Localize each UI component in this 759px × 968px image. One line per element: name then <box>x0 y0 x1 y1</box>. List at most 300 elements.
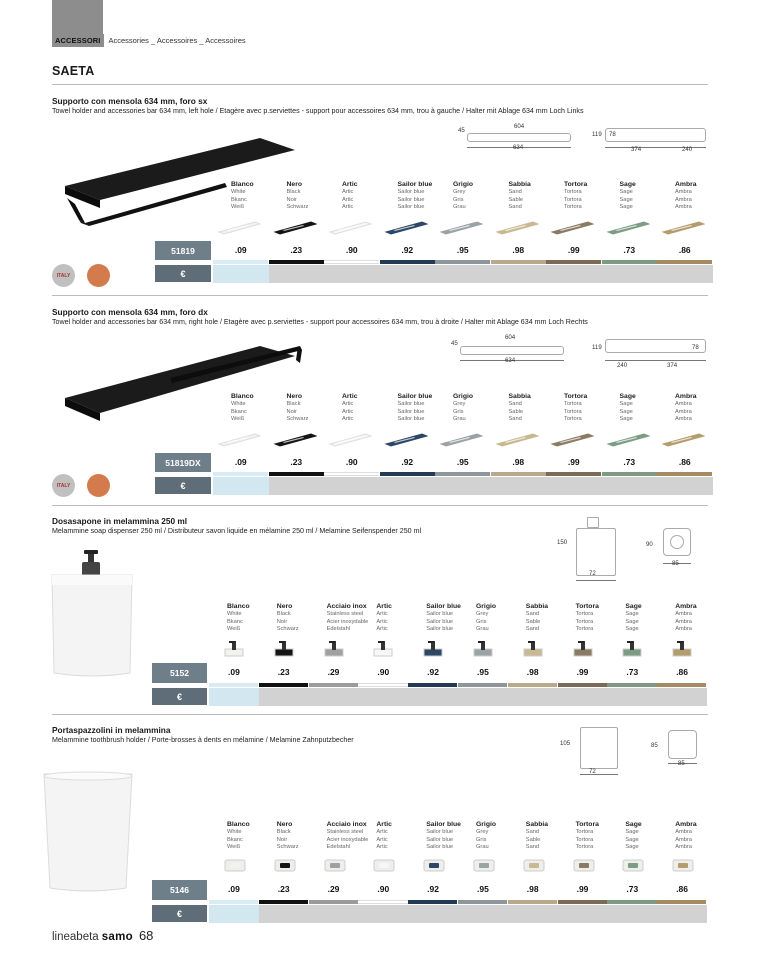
color-name: Ambra <box>675 821 697 828</box>
color-translation: Black <box>276 829 291 835</box>
price-value: .09 <box>227 667 240 677</box>
color-bar <box>213 472 268 476</box>
color-translation: Sand <box>525 611 540 617</box>
color-swatch-image <box>439 431 483 452</box>
color-bar <box>491 260 546 264</box>
color-translation: Stainless steel <box>326 829 364 835</box>
color-swatch-image <box>372 857 396 878</box>
color-bar <box>546 472 601 476</box>
color-translation: Sage <box>619 189 633 195</box>
color-translation: White <box>227 611 242 617</box>
color-translation: Tortora <box>575 626 594 633</box>
color-translation: Acier inoxydable <box>326 618 369 625</box>
color-translation: Artic <box>342 401 354 407</box>
color-name: Acciaio inox <box>326 821 367 828</box>
color-bar <box>324 472 379 476</box>
price-value: .23 <box>290 457 303 467</box>
colorway-label <box>277 603 329 634</box>
price-value: .09 <box>227 884 240 894</box>
color-translation: Sage <box>619 204 633 211</box>
price-row-cell <box>607 905 657 923</box>
color-translation: Ambra <box>675 836 692 843</box>
color-swatch-image <box>328 431 372 452</box>
color-translation: Grey <box>476 829 489 835</box>
color-swatch-image <box>223 640 245 663</box>
color-swatch-image <box>606 431 650 452</box>
product-title: Supporto con mensola 634 mm, foro sx <box>52 96 208 106</box>
color-swatch-image <box>572 857 596 878</box>
price-value: .73 <box>626 884 639 894</box>
color-translation: Sailor blue <box>397 416 425 423</box>
color-translation: Tortora <box>575 618 594 625</box>
color-name: Ambra <box>675 603 697 610</box>
color-translation: Ambra <box>675 618 692 625</box>
color-bar <box>213 260 268 264</box>
price-value: .23 <box>277 667 290 677</box>
color-name: Tortora <box>575 821 599 828</box>
price-row-cell <box>209 905 259 923</box>
colorway-label <box>675 393 727 424</box>
color-swatch-image <box>439 219 483 240</box>
color-translation: Artic <box>342 204 354 211</box>
colorway-label <box>625 603 677 634</box>
color-name: Sage <box>619 393 636 400</box>
soap-dispenser-image <box>48 545 136 680</box>
price-row-cell <box>657 265 713 283</box>
color-translation: Sailor blue <box>397 189 425 195</box>
color-translation: Artic <box>376 836 388 843</box>
color-translation: Sand <box>508 204 522 211</box>
color-bar <box>657 900 706 904</box>
colorway-label <box>227 821 279 852</box>
color-name: Artic <box>342 393 358 400</box>
product-code: 5146 <box>152 880 207 900</box>
color-bar <box>380 260 435 264</box>
color-translation: Bkanc <box>227 836 243 843</box>
color-translation: Tortora <box>564 401 582 407</box>
price-row-cell <box>324 477 380 495</box>
color-translation: Sable <box>508 196 524 203</box>
color-translation: Edelstahl <box>326 626 350 633</box>
color-translation: Tortora <box>564 408 582 415</box>
color-swatch-image <box>472 640 494 663</box>
price-value: .29 <box>327 667 340 677</box>
colorway-label <box>287 393 339 424</box>
color-bar <box>269 260 324 264</box>
price-row-cell <box>491 265 547 283</box>
color-name: Artic <box>376 821 392 828</box>
color-name: Tortora <box>564 181 588 188</box>
colorway-label <box>564 181 616 212</box>
price-row-cell <box>508 905 558 923</box>
color-name: Grigio <box>476 603 497 610</box>
color-translation: Grau <box>476 844 489 851</box>
color-swatch-image <box>550 219 594 240</box>
price-row-cell <box>508 688 558 706</box>
colorway-label <box>453 393 505 424</box>
color-translation: Grey <box>453 189 466 195</box>
color-translation: Sage <box>625 829 639 835</box>
price-value: .98 <box>512 245 525 255</box>
color-bar <box>458 900 507 904</box>
color-translation: Grey <box>453 401 466 407</box>
color-translation: Sailor blue <box>397 408 425 415</box>
colorway-label <box>526 821 578 852</box>
color-swatch-image <box>522 857 546 878</box>
color-translation: Ambra <box>675 196 692 203</box>
price-row-cell <box>259 688 309 706</box>
colorway-label <box>576 603 628 634</box>
italy-map-icon <box>87 474 110 497</box>
color-bar <box>657 683 706 687</box>
product-title: Portaspazzolini in melammina <box>52 725 171 735</box>
color-translation: Weiß <box>227 626 241 633</box>
color-name: Blanco <box>231 393 254 400</box>
colorway-label <box>426 821 478 852</box>
price-value: .09 <box>234 457 247 467</box>
color-translation: Sand <box>508 401 522 407</box>
color-translation: Grau <box>453 416 466 423</box>
color-bar <box>209 900 258 904</box>
color-translation: Ambra <box>675 844 692 851</box>
color-translation: Schwarz <box>276 844 299 851</box>
color-translation: Tortora <box>575 611 594 617</box>
color-bar <box>435 472 490 476</box>
color-name: Sage <box>625 821 642 828</box>
color-translation: Weiß <box>231 416 245 423</box>
color-swatch-image <box>606 219 650 240</box>
color-swatch-image <box>384 219 428 240</box>
color-bar <box>380 472 435 476</box>
color-name: Sailor blue <box>426 603 461 610</box>
colorway-label <box>675 181 727 212</box>
color-translation: Schwarz <box>286 416 309 423</box>
color-translation: Artic <box>376 618 388 625</box>
price-value: .95 <box>456 457 469 467</box>
price-row-cell <box>380 265 436 283</box>
product-code: 5152 <box>152 663 207 683</box>
color-swatch-image <box>323 857 347 878</box>
color-swatch-image <box>328 219 372 240</box>
price-row-cell <box>602 265 658 283</box>
color-translation: Ambra <box>675 401 692 407</box>
color-translation: Acier inoxydable <box>326 836 369 843</box>
color-translation: Noir <box>276 836 288 843</box>
price-value: .98 <box>526 884 539 894</box>
color-bar <box>309 683 358 687</box>
color-name: Sabbia <box>525 821 549 828</box>
price-row-cell <box>358 688 408 706</box>
color-swatch-image <box>621 857 645 878</box>
price-value: .73 <box>623 245 636 255</box>
page-number: 68 <box>138 928 154 943</box>
color-translation: Tortora <box>564 196 582 203</box>
color-translation: Sable <box>525 836 541 843</box>
colorway-label <box>625 821 677 852</box>
price-value: .73 <box>623 457 636 467</box>
color-translation: Sailor blue <box>426 844 454 851</box>
color-bar <box>408 900 457 904</box>
color-translation: Grey <box>476 611 489 617</box>
divider <box>52 84 708 85</box>
color-translation: Tortora <box>575 829 594 835</box>
color-swatch-image <box>522 640 544 663</box>
color-swatch-image <box>472 857 496 878</box>
price-value: .73 <box>626 667 639 677</box>
color-bar <box>657 260 712 264</box>
color-translation: Artic <box>376 611 388 617</box>
colorway-label <box>327 821 379 852</box>
color-translation: Sailor blue <box>397 196 425 203</box>
price-value: .92 <box>427 667 439 677</box>
section-tag: ACCESSORI <box>52 34 104 47</box>
color-translation: Sable <box>508 408 524 415</box>
price-row-cell <box>491 477 547 495</box>
price-row-cell <box>657 688 707 706</box>
color-name: Sailor blue <box>397 181 433 188</box>
color-translation: Sailor blue <box>397 401 425 407</box>
collection-title: SAETA <box>52 64 95 78</box>
colorway-label <box>287 181 339 212</box>
product-description: Towel holder and accessories bar 634 mm, right hole / Etagère avec p.serviettes - support pour accessoires 634 mm, trou à droite / Halter mit Ablage 634 mm Loch Rechts <box>52 318 588 326</box>
color-translation: Sailor blue <box>426 618 454 625</box>
euro-label: € <box>152 688 207 705</box>
color-name: Ambra <box>675 393 697 400</box>
color-name: Sage <box>619 181 636 188</box>
color-bar <box>324 260 379 264</box>
euro-label: € <box>155 265 211 282</box>
color-name: Grigio <box>453 393 474 400</box>
price-row-cell <box>380 477 436 495</box>
price-row-cell <box>657 905 707 923</box>
price-value: .95 <box>476 884 489 894</box>
made-in-italy-badge: ITALY <box>52 264 75 287</box>
color-swatch-image <box>495 431 539 452</box>
color-name: Ambra <box>675 181 697 188</box>
color-swatch-image <box>273 431 317 452</box>
color-translation: White <box>227 829 242 835</box>
color-translation: Sailor blue <box>426 611 454 617</box>
color-swatch-image <box>671 640 693 663</box>
page-header <box>52 34 246 47</box>
color-translation: Artic <box>342 189 354 195</box>
color-swatch-image <box>495 219 539 240</box>
euro-label: € <box>155 477 211 494</box>
price-row-cell <box>309 688 359 706</box>
price-value: .98 <box>512 457 525 467</box>
product-description: Melammine toothbrush holder / Porte-brosses à dents en mélamine / Melamine Zahnputzbecher <box>52 736 354 744</box>
color-name: Blanco <box>231 181 254 188</box>
color-name: Sabbia <box>508 393 531 400</box>
color-bar <box>408 683 457 687</box>
color-translation: Sailor blue <box>397 204 425 211</box>
price-row-cell <box>657 477 713 495</box>
color-translation: Sage <box>625 618 639 625</box>
price-value: .99 <box>567 245 580 255</box>
price-row-cell <box>309 905 359 923</box>
price-value: .86 <box>676 667 688 677</box>
color-bar <box>558 683 607 687</box>
color-swatch-image <box>384 431 428 452</box>
color-translation: White <box>231 189 246 195</box>
color-translation: Gris <box>476 618 487 625</box>
color-bar <box>209 683 258 687</box>
color-translation: Bkanc <box>231 408 247 415</box>
colorway-label <box>576 821 628 852</box>
color-swatch-image <box>661 431 705 452</box>
color-name: Nero <box>276 821 293 828</box>
color-swatch-image <box>671 857 695 878</box>
color-translation: Sage <box>625 626 639 633</box>
color-bar <box>309 900 358 904</box>
price-value: .92 <box>401 457 414 467</box>
color-translation: Tortora <box>564 416 582 423</box>
price-value: .86 <box>678 245 691 255</box>
product-code: 51819DX <box>155 453 211 472</box>
colorway-label <box>376 603 428 634</box>
color-translation: Gris <box>453 408 464 415</box>
colorway-label <box>564 393 616 424</box>
color-name: Grigio <box>453 181 474 188</box>
color-translation: Grau <box>476 626 489 633</box>
color-name: Nero <box>276 603 293 610</box>
color-translation: Sage <box>625 836 639 843</box>
color-translation: Bkanc <box>231 196 247 203</box>
color-bar <box>546 260 601 264</box>
made-in-italy-badge: ITALY <box>52 474 75 497</box>
color-swatch-image <box>273 219 317 240</box>
color-bar <box>435 260 490 264</box>
color-translation: Ambra <box>675 611 692 617</box>
price-row-cell <box>408 905 458 923</box>
color-translation: Stainless steel <box>326 611 364 617</box>
color-name: Sabbia <box>508 181 531 188</box>
color-swatch-image <box>217 431 261 452</box>
price-value: .23 <box>277 884 290 894</box>
color-translation: Ambra <box>675 408 692 415</box>
color-translation: Tortora <box>575 844 594 851</box>
colorway-label <box>327 603 379 634</box>
divider <box>52 505 708 506</box>
color-swatch-image <box>661 219 705 240</box>
price-value: .23 <box>290 245 303 255</box>
colorway-label <box>620 181 672 212</box>
price-row-cell <box>358 905 408 923</box>
color-translation: Weiß <box>227 844 241 851</box>
price-row-cell <box>213 265 269 283</box>
price-row-cell <box>259 905 309 923</box>
color-name: Tortora <box>564 393 588 400</box>
color-translation: Sailor blue <box>426 626 454 633</box>
color-bar <box>558 900 607 904</box>
color-translation: Black <box>286 189 301 195</box>
color-bar <box>259 900 308 904</box>
divider <box>52 714 708 715</box>
color-bar <box>602 260 657 264</box>
color-name: Artic <box>376 603 392 610</box>
color-translation: Noir <box>286 408 297 415</box>
colorway-label <box>675 603 727 634</box>
color-translation: Ambra <box>675 416 692 423</box>
color-name: Nero <box>286 181 302 188</box>
divider <box>52 295 708 296</box>
colorway-label <box>231 393 283 424</box>
colorway-label <box>398 393 450 424</box>
color-translation: Noir <box>276 618 288 625</box>
colorway-label <box>277 821 329 852</box>
color-swatch-image <box>223 857 247 878</box>
price-value: .90 <box>345 245 358 255</box>
price-value: .95 <box>456 245 469 255</box>
toothbrush-holder-image <box>40 768 136 894</box>
colorway-label <box>426 603 478 634</box>
color-translation: Bkanc <box>227 618 243 625</box>
color-translation: Sage <box>625 844 639 851</box>
price-row-cell <box>546 265 602 283</box>
color-name: Sage <box>625 603 642 610</box>
color-bar <box>259 683 308 687</box>
price-row-cell <box>558 688 608 706</box>
color-swatch-image <box>621 640 643 663</box>
price-value: .95 <box>476 667 489 677</box>
color-translation: Sage <box>619 401 633 407</box>
color-swatch-image <box>422 857 446 878</box>
colorway-label <box>509 393 561 424</box>
shelf-image <box>55 128 300 228</box>
italy-map-icon <box>87 264 110 287</box>
color-translation: Sand <box>525 829 540 835</box>
color-bar <box>508 900 557 904</box>
colorway-label <box>376 821 428 852</box>
color-translation: Schwarz <box>276 626 299 633</box>
color-translation: Sable <box>525 618 541 625</box>
color-translation: Gris <box>476 836 487 843</box>
color-translation: Grau <box>453 204 466 211</box>
price-value: .90 <box>345 457 358 467</box>
colorway-label <box>620 393 672 424</box>
color-swatch-image <box>217 219 261 240</box>
color-bar <box>607 900 656 904</box>
price-value: .90 <box>377 884 390 894</box>
color-translation: Sand <box>525 844 540 851</box>
color-bar <box>269 472 324 476</box>
color-name: Sabbia <box>525 603 549 610</box>
price-value: .86 <box>678 457 691 467</box>
color-translation: Artic <box>376 626 388 633</box>
price-row-cell <box>324 265 380 283</box>
color-name: Artic <box>342 181 358 188</box>
price-value: .86 <box>676 884 688 894</box>
colorway-label <box>453 181 505 212</box>
color-name: Tortora <box>575 603 599 610</box>
price-row-cell <box>269 477 325 495</box>
colorway-label <box>476 603 528 634</box>
colorway-label <box>675 821 727 852</box>
color-translation: White <box>231 401 246 407</box>
color-translation: Sand <box>508 416 522 423</box>
color-translation: Sailor blue <box>426 836 454 843</box>
color-swatch-image <box>273 640 295 663</box>
product-title: Dosasapone in melammina 250 ml <box>52 516 188 526</box>
color-name: Blanco <box>227 821 250 828</box>
colorway-label <box>398 181 450 212</box>
colorway-label <box>509 181 561 212</box>
color-translation: Artic <box>342 408 354 415</box>
product-description: Towel holder and accessories bar 634 mm, left hole / Etagère avec p.serviettes - support pour accessoires 634 mm, trou à gauche / Halter mit Ablage 634 mm Loch Links <box>52 107 584 115</box>
price-value: .99 <box>567 457 580 467</box>
color-bar <box>602 472 657 476</box>
color-swatch-image <box>323 640 345 663</box>
